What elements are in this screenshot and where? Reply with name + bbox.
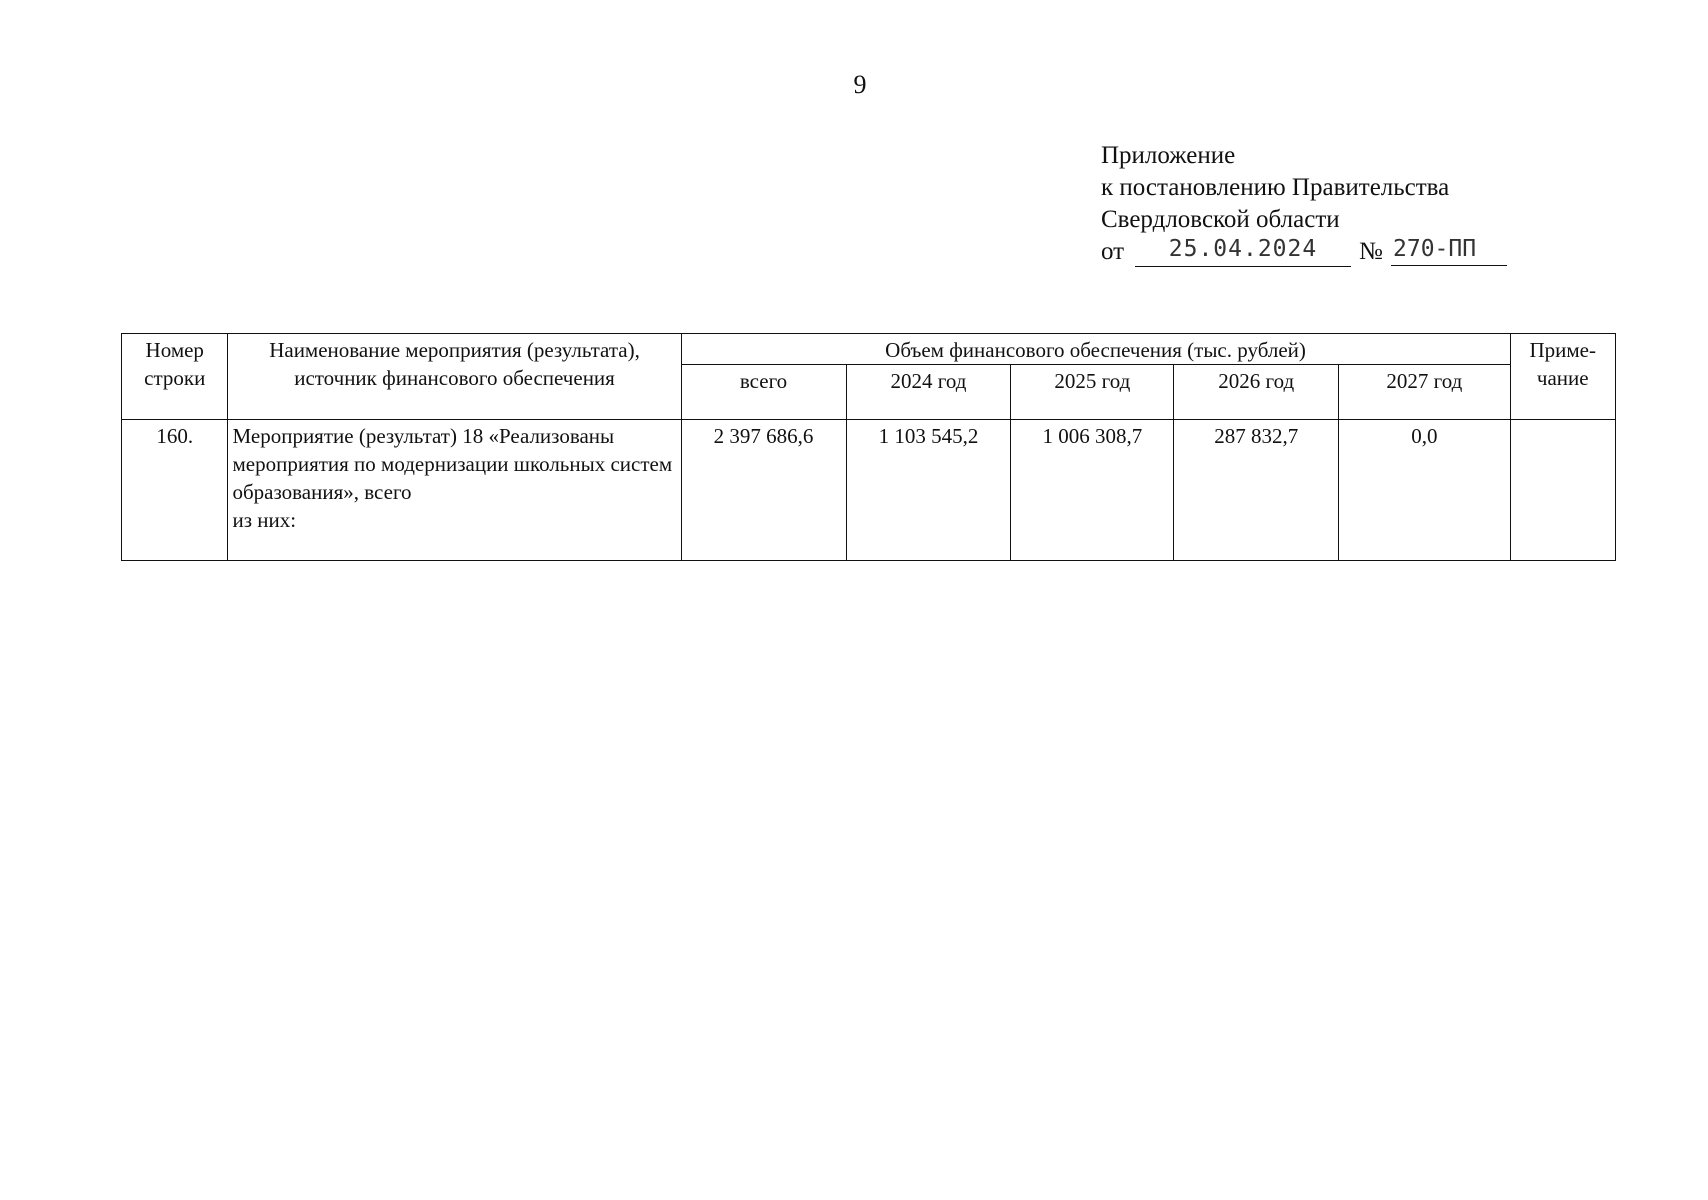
row-name-cell xyxy=(228,420,681,561)
resolution-date: 25.04.2024 xyxy=(1135,236,1351,267)
funding-table xyxy=(121,333,1616,561)
header-total: всего xyxy=(681,365,846,420)
header-row-number: Номер строки xyxy=(122,334,228,420)
header-name: Наименование мероприятия (результата), источник финансового обеспечения xyxy=(228,334,681,420)
appendix-block xyxy=(1101,140,1477,272)
header-note: Приме-чание xyxy=(1510,334,1616,420)
row-name-tail: из них: xyxy=(232,508,297,532)
row-2026-cell: 287 832,7 xyxy=(1174,420,1339,561)
row-name-text: Мероприятие (результат) 18 «Реализованы мероприятия по модернизации школьных систем образования», всего xyxy=(232,424,673,504)
resolution-number: 270-ПП xyxy=(1391,236,1507,266)
date-label: от xyxy=(1101,238,1125,265)
row-2025-cell: 1 006 308,7 xyxy=(1011,420,1174,561)
appendix-resolution-line: к постановлению Правительства xyxy=(1101,174,1450,201)
table-row xyxy=(122,420,1616,561)
row-note-cell xyxy=(1510,420,1616,561)
row-number-cell: 160. xyxy=(122,420,228,561)
header-year-2024: 2024 год xyxy=(846,365,1011,420)
appendix-title: Приложение xyxy=(1101,142,1236,169)
appendix-date-number-row xyxy=(1101,236,1477,272)
row-2027-cell: 0,0 xyxy=(1339,420,1510,561)
appendix-region-line: Свердловской области xyxy=(1101,206,1340,233)
header-year-2025: 2025 год xyxy=(1011,365,1174,420)
header-year-2027: 2027 год xyxy=(1339,365,1510,420)
page-number: 9 xyxy=(853,70,867,99)
number-label: № xyxy=(1359,238,1383,265)
row-total-cell: 2 397 686,6 xyxy=(681,420,846,561)
header-funding-group: Объем финансового обеспечения (тыс. рублей) xyxy=(681,334,1510,365)
row-2024-cell: 1 103 545,2 xyxy=(846,420,1011,561)
header-year-2026: 2026 год xyxy=(1174,365,1339,420)
